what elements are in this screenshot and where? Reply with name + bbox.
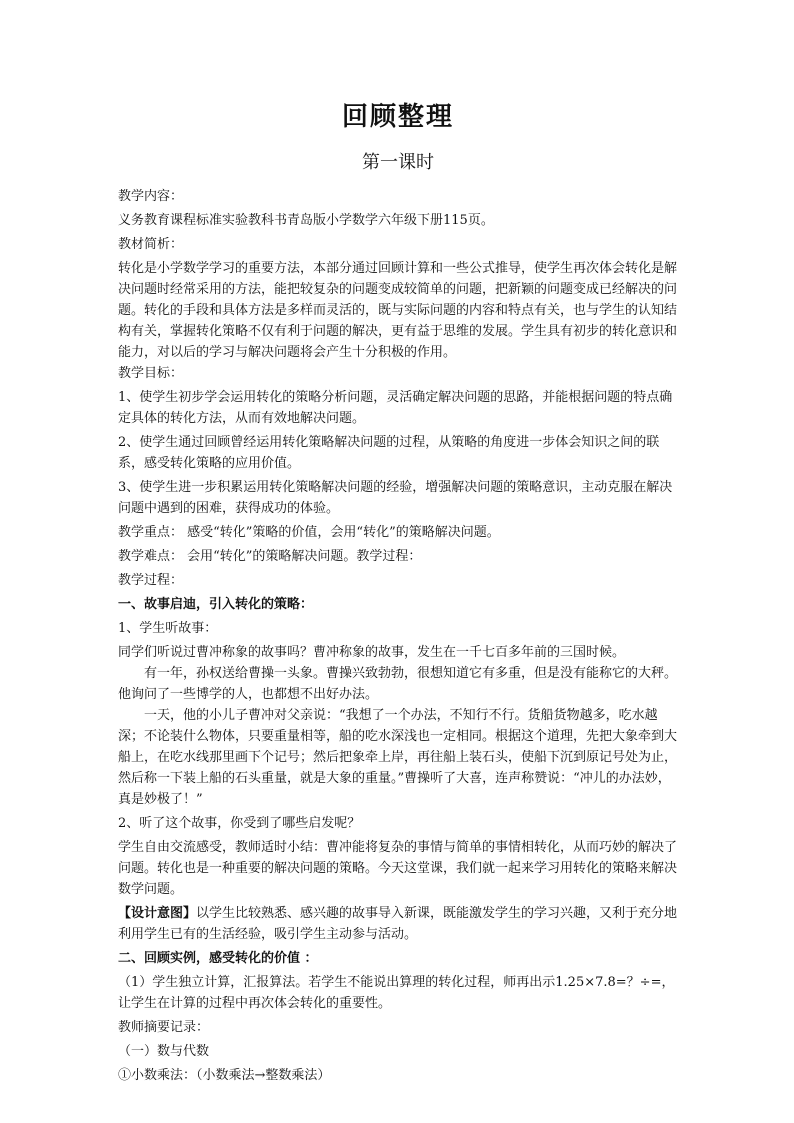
goal-item-3: 3、使学生进一步积累运用转化策略解决问题的经验，增强解决问题的策略意识，主动克服在解决问题中遇到的困难，获得成功的体验。 xyxy=(118,480,673,516)
document-body xyxy=(118,186,678,1086)
page-title: 回顾整理 xyxy=(341,102,454,132)
key-point: 教学重点： 感受“转化”策略的价值，会用“转化”的策略解决问题。 xyxy=(118,525,500,540)
section-2-heading: 二、回顾实例，感受转化的价值 ： xyxy=(118,951,318,966)
design-intent-text: 以学生比较熟悉、感兴趣的故事导入新课，既能激发学生的学习兴趣，又利于充分地利用学生已有的生活经验，吸引学生主动参与活动。 xyxy=(118,906,678,942)
design-intent xyxy=(118,903,678,945)
difficulty-point: 教学难点： 会用“转化”的策略解决问题。教学过程： xyxy=(118,549,422,564)
analysis-label: 教材简析： xyxy=(118,237,184,252)
section-1-heading: 一、故事启迪，引入转化的策略： xyxy=(118,597,314,612)
goal-item-2: 2、使学生通过回顾曾经运用转化策略解决问题的过程，从策略的角度进一步体会知识之间的联系，感受转化策略的应用价值。 xyxy=(118,435,660,471)
story-paragraph-2: 有一年，孙权送给曹操一头象。曹操兴致勃勃，很想知道它有多重，但是没有能称它的大秤。他询问了一些博学的人，也都想不出好办法。 xyxy=(118,666,678,702)
design-intent-label: 【设计意图】 xyxy=(118,906,197,921)
goals-label: 教学目标： xyxy=(118,366,184,381)
analysis-text: 转化是小学数学学习的重要方法，本部分通过回顾计算和一些公式推导，使学生再次体会转化是解决问题时经常采用的方法，能把较复杂的问题变成较简单的问题，把新颖的问题变成已经解决的问题。转化的手段和具体方法是多样而灵活的，既与实际问题的内容和特点有关，也与学生的认知结构有关，掌握转化策略不仅有利于问题的解决，更有益于思维的发展。学生具有初步的转化意识和能力，对以后的学习与解决问题将会产生十分积极的作用。 xyxy=(118,261,678,360)
page-subtitle: 第一课时 xyxy=(362,152,434,173)
story-paragraph-1: 同学们听说过曹冲称象的故事吗？曹冲称象的故事，发生在一千七百多年前的三国时候。 xyxy=(118,645,626,660)
record-item-1: ①小数乘法：（小数乘法→整数乘法） xyxy=(118,1068,331,1083)
content-label: 教学内容： xyxy=(118,189,184,204)
story-paragraph-3: 一天，他的小儿子曹冲对父亲说：“我想了一个办法，不知行不行。货船货物越多，吃水越深；不论装什么物体，只要重量相等，船的吃水深浅也一定相同。根据这个道理，先把大象牵到大船上，在吃水线那里画下个记号；然后把象牵上岸，再往船上装石头，使船下沉到原记号处为止，然后称一下装上船的石头重量，就是大象的重量。”曹操听了大喜，连声称赞说：“冲儿的办法妙，真是妙极了！” xyxy=(118,708,678,807)
record-label: 教师摘要记录： xyxy=(118,1020,210,1035)
process-label: 教学过程： xyxy=(118,573,184,588)
content-text: 义务教育课程标准实验教科书青岛版小学数学六年级下册115页。 xyxy=(118,213,494,228)
section-2-item-1: （1）学生独立计算，汇报算法。若学生不能说出算理的转化过程，师再出示1.25×7.8=？÷=，让学生在计算的过程中再次体会转化的重要性。 xyxy=(118,975,675,1011)
record-subheading: （一）数与代数 xyxy=(118,1044,210,1059)
section-1-item-2: 2、听了这个故事，你受到了哪些启发呢？ xyxy=(118,816,361,831)
section-1-summary: 学生自由交流感受，教师适时小结：曹冲能将复杂的事情与简单的事情相转化，从而巧妙的解决了问题。转化也是一种重要的解决问题的策略。今天这堂课，我们就一起来学习用转化的策略来解决数学问题。 xyxy=(118,840,678,897)
goal-item-1: 1、使学生初步学会运用转化的策略分析问题，灵活确定解决问题的思路，并能根据问题的特点确定具体的转化方法，从而有效地解决问题。 xyxy=(118,390,673,426)
section-1-item-1: 1、学生听故事： xyxy=(118,621,218,636)
